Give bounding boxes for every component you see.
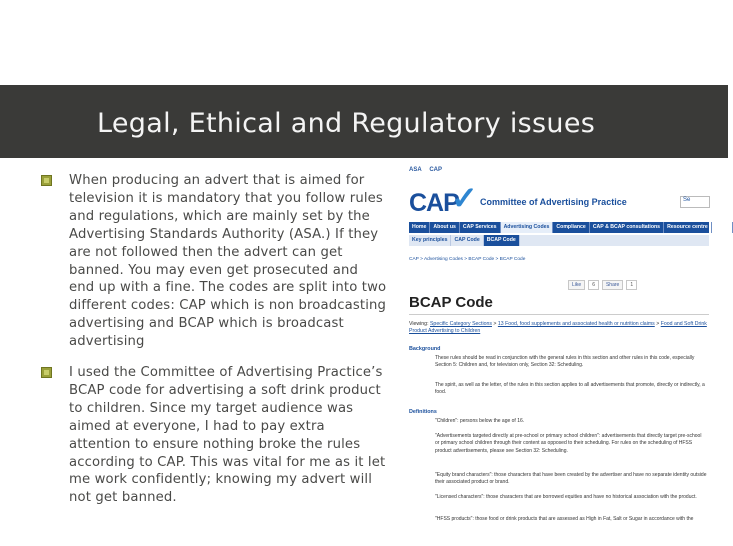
nav-item-home[interactable]: Home [409,222,430,233]
bullet-marker-icon [41,175,52,186]
asa-link[interactable]: ASA [409,167,422,173]
checkmark-icon: ✓ [451,180,478,216]
text-line: end up with a fine. The codes are split into two [69,280,387,296]
top-links [409,167,448,173]
search-input[interactable]: Se [680,196,710,208]
text-line: and regulations, which are mainly set by the [69,208,370,224]
nav-item-compliance[interactable]: Compliance [553,222,589,233]
share-count: 1 [626,280,637,290]
subnav-key-principles[interactable]: Key principles [409,235,451,246]
paragraph: The spirit, as well as the letter, of the rules in this section applies to all advertisements that promote, directly or indirectly, a food. [435,382,705,396]
paragraph: "Licensed characters": those characters that are borrowed equities and have no historical association with the product. [435,494,697,500]
subnav-bcap-code[interactable]: BCAP Code [484,235,520,246]
paragraph: "Advertisements targeted directly at pre-school or primary school children": advertisements that directly target pre-school or primary school children through their content as opposed to their scheduling. For rules on the scheduling of HFSS product advertisements, please see Section 32: Scheduling. [435,433,702,454]
nav-item-about[interactable]: About us [430,222,459,233]
text-line: When producing an advert that is aimed for [69,173,365,188]
text-line: attention to ensure nothing broke the rules [69,436,361,452]
bullet-text-1 [69,172,399,351]
slide-title: Legal, Ethical and Regulatory issues [97,108,596,139]
share-button[interactable]: Share [602,280,623,290]
text-line: according to CAP. This was vital for me as it let [69,454,386,470]
text-line: not get banned. [69,490,177,506]
text-line: BCAP code for advertising a soft drink product [69,382,381,398]
site-heading: Committee of Advertising Practice [480,197,627,207]
text-line: to children. Since my target audience was [69,400,354,416]
viewing-link[interactable]: Specific Category Sections [429,321,492,327]
divider [409,314,709,315]
nav-item-codes[interactable]: Advertising Codes [501,222,554,233]
text-line: advertising and BCAP which is broadcast [69,316,344,332]
social-buttons [568,280,637,290]
paragraph: "Equity brand characters": those characters that have been created by the advertiser and have no separate identity outside their associated product or brand. [435,472,707,486]
viewing-path: Viewing: Specific Category Sections > 13 Food, food supplements and associated health or nutrition claims > Food and Soft Drink Product Advertising to Children [409,321,707,334]
cap-logo-text: CAP [409,189,459,217]
text-line: I used the Committee of Advertising Practice’s [69,365,383,380]
subnav-cap-code[interactable]: CAP Code [451,235,483,246]
text-line: me work confidently; knowing my advert will [69,472,373,488]
text-line: are not followed then the advert can get [69,244,343,260]
cap-website-screenshot [402,160,730,546]
paragraph: "HFSS products": those food or drink products that are assessed as High in Fat, Salt or Sugar in accordance with the [435,516,694,522]
viewing-link[interactable]: 13 Food, food supplements and associated health or nutrition claims [497,321,655,327]
text-line: banned. You may even get prosecuted and [69,262,358,278]
nav-item-services[interactable]: CAP Services [460,222,501,233]
section-heading-background: Background [409,346,441,352]
viewing-link[interactable]: Food and Soft Drink Product Advertising to Children [409,321,707,334]
paragraph: These rules should be read in conjunction with the general rules in this section and other rules in this code, especially Section 5: Children and, for television only, Section 32: Scheduling. [435,355,695,369]
section-heading-definitions: Definitions [409,409,437,415]
text-line: Advertising Standards Authority (ASA.) If they [69,226,379,242]
sub-nav [409,235,709,246]
text-line: aimed at everyone, I had to pay extra [69,418,325,434]
main-nav [409,222,730,233]
nav-item-media[interactable]: Media [712,222,733,233]
like-button[interactable]: Like [568,280,585,290]
text-line: advertising [69,334,145,350]
bullet-marker-icon [41,367,52,378]
like-count: 6 [588,280,599,290]
page-title: BCAP Code [409,294,493,311]
bullet-text-2 [69,364,399,507]
text-line: different codes: CAP which is non broadcasting [69,298,387,314]
breadcrumb[interactable]: CAP > Advertising Codes > BCAP Code > BCAP Code [409,257,526,262]
nav-item-consultations[interactable]: CAP & BCAP consultations [590,222,664,233]
text-line: television it is mandatory that you follow rules [69,190,383,206]
viewing-label: Viewing: [409,321,429,327]
paragraph: "Children": persons below the age of 16. [435,418,525,424]
nav-item-resources[interactable]: Resource centre [664,222,712,233]
cap-link[interactable]: CAP [429,167,443,173]
